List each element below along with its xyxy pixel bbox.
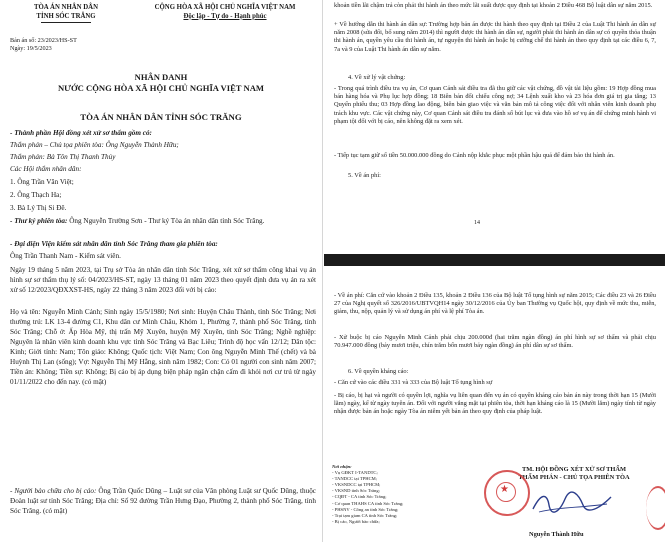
page-number: 14 <box>474 220 480 226</box>
national-title: CỘNG HÒA XÃ HỘI CHỦ NGHĨA VIỆT NAM <box>154 4 296 11</box>
national-motto: Độc lập - Tự do - Hạnh phúc <box>183 12 267 20</box>
court-fee-heading: 5. Về án phí: <box>348 172 381 179</box>
court-title: TÒA ÁN NHÂN DÂN TỈNH SÓC TRĂNG <box>80 112 242 122</box>
procuracy-heading: - Đại diện Viện kiểm sát nhân dân tỉnh Sóc Trăng tham gia phiên tòa: <box>10 240 218 248</box>
page-seal-edge-icon <box>646 486 665 530</box>
signer-name: Nguyễn Thành Hữu <box>529 531 584 538</box>
recipients-list <box>332 464 427 525</box>
recipient: - VKSNDCC tại TPHCM; <box>332 482 381 488</box>
appeal-rights: - Bị cáo, bị hại và người có quyền lợi, nghĩa vụ liên quan đến vụ án có quyền kháng cáo bản án này trong thời hạn 15 (Mười lăm) ngày, kể từ ngày tuyên án. Đối với người vắng mặt tại phiên tòa, thời hạn kháng cáo là 15 (Mười lăm) ngày tính từ ngày nhận được bản án hoặc ngày Tòa án niêm yết bản án theo quy định của pháp luật. <box>334 392 656 416</box>
clerk-label: - Thư ký phiên tòa: <box>10 217 68 225</box>
judgment-page-first <box>0 0 323 542</box>
court-fee-order: - Xử buộc bị cáo Nguyễn Minh Cảnh phải chịu 200.000đ (hai trăm ngàn đồng) án phí hình sự sơ thẩm và phải chịu 70.947.000 đồng (bảy mươi triệu, chín trăm bốn mươi bảy ngàn đồng) án phí dân sự sơ thẩm. <box>334 334 656 350</box>
judgment-page-15 <box>324 266 665 542</box>
handwritten-signature-icon <box>529 489 614 517</box>
case-number: Bản án số: 23/2023/HS-ST <box>10 37 77 44</box>
juror-1: 1. Ông Trần Văn Việt; <box>10 178 74 186</box>
procurator: Ông Trần Thanh Nam - Kiểm sát viên. <box>10 252 121 260</box>
page-separator <box>324 254 665 266</box>
enforcement-paragraph: + Về hướng dẫn thi hành án dân sự: Trường hợp bản án được thi hành theo quy định tại Điều 2 của Luật Thi hành án dân sự năm 2008 (sửa đổi, bổ sung năm 2014) thì người được thi hành án dân sự, người phải thi hành án dân sự có quyền thỏa thuận thi hành án, quyền yêu cầu thi hành án, tự nguyện thi hành án hoặc bị cưỡng chế thi hành án theo quy định tại các điều 6, 7, 7a và 9 của Luật Thi hành án dân sự năm. <box>334 21 656 53</box>
defendant-paragraph: Họ và tên: Nguyễn Minh Cảnh; Sinh ngày 15/5/1980; Nơi sinh: Huyện Châu Thành, tỉnh Sóc Trăng; Nơi thường trú: LK 13-4 đường C1, Khu dân cư Minh Châu, Khóm 1, Phường 7, thành phố Sóc Trăng, tỉnh Sóc Trăng; Chỗ ở: Ấp Hòa Mỹ, thị trấn Mỹ Xuyên, huyện Mỹ Xuyên, tỉnh Sóc Trăng; Nghề nghiệp: Nguyên là nhân viên kinh doanh khu vực tỉnh Sóc Trăng và Bạc Liêu; Trình độ học vấn 12/12; Dân tộc: Kinh; Giới tính: Nam; Tôn giáo: Không; Quốc tịch: Việt Nam; Con ông Nguyễn Minh Thế (chết) và bà Huỳnh Thị Lan (sống); Vợ: Nguyễn Thị Mỹ Hằng, sinh năm 1982; Con: Có 01 người con sinh năm 2007; Tiền án: Không; Tiền sự: Không; Bị cáo bị áp dụng biện pháp ngăn chặn cấm đi khỏi nơi cư trú từ ngày 01/11/2022 cho đến nay. (có mặt) <box>10 308 316 386</box>
interest-paragraph: khoản tiền lãi chậm trả còn phải thi hành án theo mức lãi suất được quy định tại khoản 2 Điều 468 Bộ luật dân sự năm 2015. <box>334 2 653 9</box>
juror-2: 2. Ông Thạch Ha; <box>10 191 62 199</box>
evidence-paragraph: - Trong quá trình điều tra vụ án, Cơ quan Cảnh sát điều tra đã thu giữ các vật chứng, đồ vật tài liệu gồm: 19 Hợp đồng mua bán hàng hóa và Phụ lục hợp đồng; 18 Biên bản đối chiếu công nợ; 34 Lệnh xuất kho và 23 hóa đơn giá trị gia tăng; 13 Quyển phiếu thu; 03 Hợp đồng lao động, biên bản giao việc và văn bản mô tả công việc đối với nhân viên kinh doanh phụ trách khu vực. Các vật chứng này, Cơ quan Cảnh sát điều tra đánh số bút lục và đưa vào hồ sơ vụ án để chứng minh hành vi phạm tội đối với bị cáo, nên không đặt ra xem xét. <box>334 85 656 125</box>
clerk-line <box>10 216 316 226</box>
nation-name-line: NƯỚC CỘNG HÒA XÃ HỘI CHỦ NGHĨA VIỆT NAM <box>57 82 265 93</box>
defense-text: Ông Trần Quốc Dũng – Luật sư của Văn phòng Luật sư Quốc Dũng, thuộc Đoàn luật sư tỉnh Sóc Trăng; Địa chỉ: Số 92 đường Trần Hưng Đạo, Phường 2, thành phố Sóc Trăng, tỉnh Sóc Trăng. (có mặt) <box>10 487 316 515</box>
recipients-title: Nơi nhận: <box>332 464 352 469</box>
national-header <box>130 4 320 21</box>
appeal-heading: 6. Về quyền kháng cáo: <box>348 368 409 375</box>
court-name-line1: TÒA ÁN NHÂN DÂN <box>33 4 98 11</box>
composition-heading: - Thành phần Hội đồng xét xử sơ thẩm gồm có: <box>10 129 152 137</box>
evidence-heading: 4. Về xử lý vật chứng: <box>348 74 406 81</box>
jurors-heading: Các Hội thẩm nhân dân: <box>10 165 82 173</box>
recipient: - CQĐT - CA tỉnh Sóc Trăng; <box>332 494 387 500</box>
clerk-name: Ông Nguyễn Trường Sơn - Thư ký Tòa án nhân dân tỉnh Sóc Trăng. <box>67 217 265 225</box>
juror-3: 3. Bà Lý Thị Si Đê. <box>10 204 67 212</box>
recipient: - Vụ GĐKT I-TANDTC; <box>332 470 378 476</box>
presiding-title: THẨM PHÁN - CHỦ TỌA PHIÊN TÒA <box>518 474 630 481</box>
recipient: - VKSND tỉnh Sóc Trăng; <box>332 488 380 494</box>
appeal-basis: - Căn cứ vào các điều 331 và 333 của Bộ luật Tố tụng hình sự <box>334 379 493 386</box>
recipient: - TANDCC tại TPHCM; <box>332 476 378 482</box>
recipient: - Trại tạm giam CA tỉnh Sóc Trăng; <box>332 512 398 518</box>
council-title: TM. HỘI ĐỒNG XÉT XỬ SƠ THẨM <box>521 466 627 473</box>
case-meta <box>10 37 77 53</box>
case-date: Ngày: 19/5/2023 <box>10 45 52 52</box>
presiding-judge: Thẩm phán – Chủ tọa phiên tòa: Ông Nguyễn Thành Hữu; <box>10 141 179 149</box>
judge: Thẩm phán: Bà Tôn Thị Thanh Thủy <box>10 153 116 161</box>
recipient: - Bị cáo, Người bào chữa; <box>332 518 380 524</box>
in-the-name-of <box>0 72 322 93</box>
deposit-paragraph: - Tiếp tục tạm giữ số tiền 50.000.000 đồng do Cảnh nộp khắc phục một phần hậu quả để đảm bảo thi hành án. <box>334 152 615 159</box>
trial-paragraph: Ngày 19 tháng 5 năm 2023, tại Trụ sở Tòa án nhân dân tỉnh Sóc Trăng, xét xử sơ thẩm công khai vụ án hình sự sơ thẩm thụ lý số: 04/2023/HS-ST, ngày 13 tháng 01 năm 2023 theo quyết định đưa vụ án ra xét xử số 12/2023/QĐXXST-HS, ngày 22 tháng 3 năm 2023 đối với bị cáo: <box>10 266 316 294</box>
seal-star-icon: ★ <box>500 484 509 495</box>
header-underline <box>41 22 91 23</box>
defense-paragraph <box>10 486 316 516</box>
judgment-page-14 <box>324 0 665 255</box>
court-fee-basis: - Về án phí: Căn cứ vào khoản 2 Điều 135, khoản 2 Điều 136 của Bộ luật Tố tụng hình sự năm 2015; Các điều 23 và 26 Điều 27 của Nghị quyết số 326/2016/UBTVQH14 ngày 30/12/2016 của Ủy ban Thường vụ Quốc hội, quy định về mức thu, miễn, giảm, thu, nộp, quản lý và sử dụng án phí và lệ phí Tòa án. <box>334 292 656 316</box>
defense-label: - Người bào chữa cho bị cáo: <box>10 487 97 495</box>
court-name-line2: TỈNH SÓC TRĂNG <box>36 12 96 20</box>
recipient: - Cơ quan THAHS CA tỉnh Sóc Trăng; <box>332 500 404 506</box>
recipient: - PHSNV - Công an tỉnh Sóc Trăng; <box>332 506 399 512</box>
court-header <box>6 4 126 23</box>
nhan-danh-line: NHÂN DANH <box>134 72 188 82</box>
